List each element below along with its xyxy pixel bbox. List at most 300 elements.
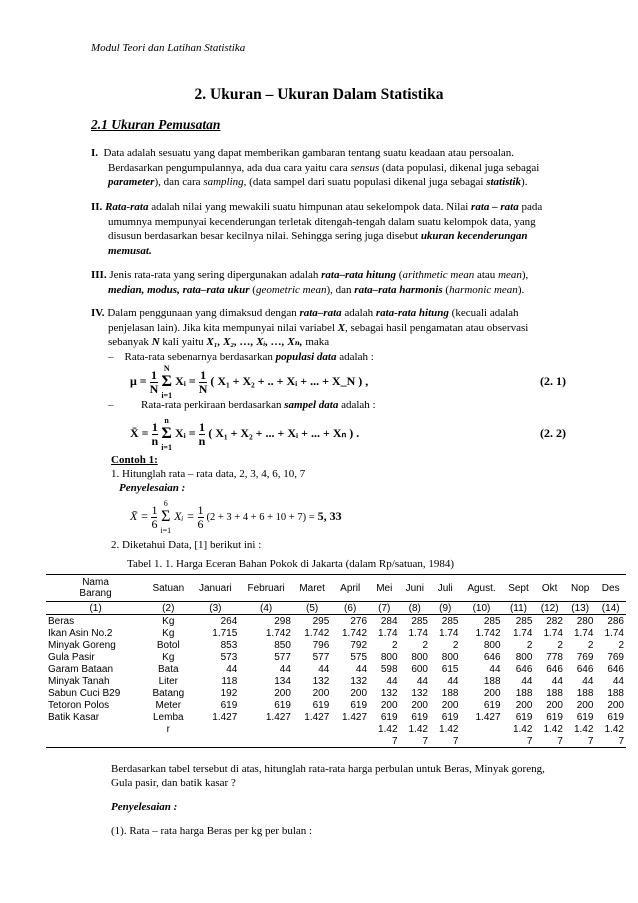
equation-sample-mean — [130, 414, 359, 454]
table-number-row — [46, 602, 626, 615]
fraction — [152, 421, 159, 448]
bullet: – — [108, 350, 114, 363]
price-cell: 619 — [576, 711, 594, 723]
price-cell: 44 — [521, 675, 533, 687]
price-cell: 7 — [526, 735, 533, 747]
text: statistik — [486, 176, 522, 188]
table-caption: Tabel 1. 1. Harga Eceran Bahan Pokok di Jakarta (dalam Rp/satuan, 1984) — [127, 558, 455, 570]
price-cell: 1.74 — [408, 627, 428, 639]
text: atau — [474, 269, 499, 281]
text: , sebagai hasil pengamatan atau observasi — [345, 321, 529, 334]
price-cell: 619 — [411, 711, 428, 723]
price-cell: 1.742 — [342, 627, 368, 639]
text: maka — [302, 336, 330, 348]
price-cell: 286 — [607, 615, 624, 627]
text: rata–rata harmonis — [354, 283, 443, 296]
price-cell: 132 — [380, 687, 398, 699]
text: adalah nilai yang mewakili suatu himpunan atau sekelompok data. Nilai — [148, 201, 472, 213]
text: , (data sampel dari suatu populasi dikenal juga sebagai — [243, 176, 487, 188]
price-cell: 575 — [350, 651, 368, 663]
price-cell: 7 — [391, 735, 398, 747]
price-cell: 800 — [411, 651, 428, 663]
example-block — [111, 453, 305, 495]
price-cell: 132 — [350, 675, 368, 687]
price-cell: 1.42 — [573, 723, 594, 735]
numerator: 1 — [198, 419, 205, 434]
unit-cell: Liter — [158, 675, 179, 687]
table-row — [46, 663, 626, 675]
price-cell: 1.427 — [265, 711, 291, 723]
text: harmonic mean — [449, 283, 518, 296]
item-name-cell: Batik Kasar — [48, 711, 100, 723]
price-cell — [191, 723, 239, 735]
price-cell: 619 — [274, 699, 291, 711]
table-row — [46, 651, 626, 663]
eq-lhs: μ = — [130, 373, 147, 388]
price-cell: 619 — [220, 699, 238, 711]
text: N — [151, 336, 160, 348]
price-cell: 1.42 — [512, 723, 533, 735]
table-row — [46, 711, 626, 723]
equation-number: (2. 1) — [540, 374, 566, 388]
price-cell: 285 — [441, 615, 459, 627]
chapter-title: 2. Ukuran – Ukuran Dalam Statistika — [194, 86, 444, 103]
price-cell: 1.74 — [573, 627, 594, 639]
column-header: Sept — [508, 582, 529, 594]
price-cell: 1.74 — [439, 627, 459, 639]
price-cell: 1.74 — [512, 627, 533, 639]
price-cell: 2 — [618, 639, 624, 651]
price-cell: 7 — [557, 735, 563, 747]
price-cell: 132 — [312, 675, 330, 687]
unit-cell: Lemba — [153, 711, 184, 723]
price-cell: 2 — [526, 639, 533, 651]
paragraph-3 — [91, 268, 586, 297]
column-header: April — [340, 582, 361, 594]
price-cell: 7 — [618, 735, 624, 747]
unit-cell: Kg — [162, 651, 175, 663]
sum-bottom: i=1 — [160, 526, 172, 535]
price-cell — [331, 723, 369, 735]
eq-rhs: (2 + 3 + 4 + 6 + 10 + 7) = — [206, 511, 315, 523]
price-cell — [293, 735, 331, 748]
text: Rata-rata — [105, 201, 149, 213]
price-cell: 44 — [416, 675, 428, 687]
eq-lhs: X̄ = — [130, 425, 149, 440]
text: rata – rata — [471, 201, 519, 213]
column-number: (9) — [439, 602, 452, 614]
item-name-cell — [46, 735, 145, 748]
text: ( — [442, 283, 450, 296]
price-cell: 44 — [318, 663, 330, 675]
price-cell: 619 — [312, 699, 330, 711]
unit-cell: Bata — [158, 663, 179, 675]
item-name-cell: Minyak Tanah — [48, 675, 110, 687]
price-cell: 646 — [607, 663, 624, 675]
equation-number: (2. 2) — [540, 426, 566, 440]
price-cell: 44 — [386, 675, 398, 687]
price-cell: 850 — [274, 639, 291, 651]
price-cell: 1.742 — [475, 627, 501, 639]
price-cell: 118 — [221, 675, 238, 687]
price-cell — [460, 723, 502, 735]
column-number: (12) — [540, 602, 559, 614]
text: kali yaitu — [159, 336, 207, 348]
unit-cell: Botol — [156, 639, 180, 651]
price-cell: 800 — [515, 651, 533, 663]
price-cell: 800 — [483, 639, 501, 651]
text: Rata-rata sebenarnya berdasarkan — [124, 350, 276, 363]
sum-symbol: n Σ i=1 — [161, 416, 172, 452]
price-cell: 188 — [546, 687, 563, 699]
numerator: 1 — [150, 367, 157, 382]
text: ). — [517, 283, 525, 296]
table-header-row — [46, 575, 626, 602]
price-cell: 295 — [312, 615, 330, 627]
fraction — [151, 504, 157, 531]
column-number: (8) — [408, 602, 421, 614]
price-cell: 44 — [447, 675, 459, 687]
section-title: 2.1 Ukuran Pemusatan — [91, 117, 221, 132]
column-number: (1) — [89, 602, 102, 614]
price-cell: 276 — [350, 615, 368, 627]
price-cell: 188 — [515, 687, 533, 699]
para-number: I. — [91, 147, 99, 159]
price-cell: 1.42 — [439, 723, 459, 735]
text: Jenis rata-rata yang sering dipergunakan adalah — [109, 269, 322, 281]
price-table — [46, 574, 626, 748]
price-cell: 285 — [483, 615, 501, 627]
eq-term: Xᵢ = — [174, 508, 195, 523]
price-cell: 188 — [441, 687, 459, 699]
text: Data adalah sesuatu yang dapat memberikan gambaran tentang suatu keadaan atau persoalan. — [103, 147, 515, 159]
text: rata–rata hitung — [321, 269, 397, 281]
text: (kecuali adalah — [448, 307, 519, 319]
column-number: (11) — [509, 602, 527, 614]
eq-term: Xᵢ = — [174, 425, 196, 440]
text: sampel data — [284, 399, 339, 411]
price-cell: 134 — [274, 675, 291, 687]
numerator: 1 — [197, 502, 204, 517]
text: ukuran kecenderungan — [420, 230, 528, 242]
para-number: II. — [91, 201, 103, 213]
text: arithmetic mean — [402, 269, 475, 281]
item-name-cell: Tetoron Polos — [48, 699, 110, 711]
text: rata–rata — [299, 307, 342, 319]
unit-cell: Kg — [162, 615, 175, 627]
price-cell: 769 — [576, 651, 594, 663]
fraction — [199, 369, 208, 396]
sum-symbol: 6 Σ i=1 — [160, 499, 172, 535]
column-header: Okt — [541, 582, 558, 594]
price-cell: 577 — [274, 651, 291, 663]
solution-label: Penyelesaian : — [119, 482, 186, 494]
item-name-cell: Garam Bataan — [48, 663, 114, 675]
price-cell: 188 — [576, 687, 594, 699]
text: adalah : — [338, 399, 376, 411]
column-header: Nama Barang — [79, 577, 112, 599]
price-cell: 200 — [576, 699, 594, 711]
text: Berdasarkan tabel tersebut di atas, hitunglah rata-rata harga perbulan untuk Beras, Minyak goreng, — [111, 763, 545, 775]
price-cell: 7 — [452, 735, 459, 747]
price-cell: 792 — [350, 639, 368, 651]
text: X₁, X₂, …, Xᵢ, …, Xₙ, — [206, 336, 303, 348]
price-cell: 200 — [515, 699, 533, 711]
sum-top: n — [164, 416, 169, 425]
price-cell: 200 — [411, 699, 428, 711]
price-cell: 7 — [422, 735, 428, 747]
price-cell — [331, 735, 369, 748]
text: geometric mean — [255, 283, 327, 296]
price-cell: 200 — [546, 699, 563, 711]
price-cell — [293, 723, 331, 735]
text: ), — [521, 269, 529, 281]
text: median, modus, rata–rata ukur — [108, 283, 250, 296]
price-cell: 1.427 — [304, 711, 330, 723]
unit-cell — [145, 735, 191, 748]
price-cell: 44 — [489, 663, 501, 675]
paragraph-2 — [91, 200, 586, 258]
text: parameter — [108, 176, 155, 188]
price-cell: 1.427 — [212, 711, 238, 723]
denominator: N — [198, 381, 208, 396]
denominator: 6 — [151, 516, 158, 531]
sum-top: 6 — [163, 499, 168, 508]
price-cell: 44 — [582, 675, 594, 687]
text: ). — [521, 176, 528, 188]
price-cell: 282 — [546, 615, 563, 627]
after-table-text — [111, 762, 591, 838]
text: (data populasi, dikenal juga sebagai — [379, 161, 540, 174]
table-row — [46, 735, 626, 748]
solution-label: Penyelesaian : — [111, 801, 178, 813]
table-row — [46, 699, 626, 711]
text: memusat. — [108, 244, 152, 257]
price-cell: 619 — [380, 711, 398, 723]
text: mean — [498, 269, 522, 281]
text: ), dan — [326, 283, 355, 296]
text: sensus — [350, 161, 380, 174]
equation-population-mean — [130, 362, 368, 402]
price-cell: 44 — [551, 675, 563, 687]
item-name-cell: Gula Pasir — [48, 651, 95, 663]
price-cell: 2 — [452, 639, 459, 651]
denominator: N — [149, 381, 159, 396]
column-header: Januari — [198, 582, 232, 594]
item-name-cell: Sabun Cuci B29 — [48, 687, 121, 699]
text: adalah — [341, 307, 376, 319]
price-cell: 619 — [483, 699, 501, 711]
example-question-2: 2. Diketahui Data, [1] berikut ini : — [111, 539, 262, 551]
eq-rhs: ( X₁ + X₂ + .. + Xᵢ + ... + X_N ) , — [210, 373, 369, 388]
text: Dalam penggunaan yang dimaksud dengan — [104, 307, 300, 319]
price-cell: 598 — [380, 663, 398, 675]
price-cell: 619 — [515, 711, 533, 723]
text: disusun berdasarkan besar kecilnya nilai. Sehingga sering juga disebut — [108, 230, 421, 242]
price-cell: 646 — [546, 663, 563, 675]
price-cell: 769 — [607, 651, 624, 663]
column-header: Juli — [437, 582, 453, 594]
column-header: Satuan — [152, 582, 185, 594]
price-cell: 1.42 — [543, 723, 563, 735]
price-cell: 619 — [350, 699, 368, 711]
price-cell: 646 — [515, 663, 533, 675]
text: sampling — [203, 176, 244, 188]
sum-top: N — [163, 364, 170, 373]
column-header: Nop — [570, 582, 590, 594]
price-cell: 800 — [380, 651, 398, 663]
price-cell: 800 — [441, 651, 459, 663]
price-cell: 188 — [483, 675, 501, 687]
paragraph-1 — [91, 146, 586, 190]
example-question: 1. Hitunglah rata – rata data, 2, 3, 4, 6, 10, 7 — [111, 468, 306, 480]
price-cell: 577 — [312, 651, 330, 663]
text: rata-rata hitung — [375, 307, 449, 319]
column-header: Maret — [299, 582, 325, 594]
table-row — [46, 615, 626, 628]
text: (1). Rata – rata harga Beras per kg per bulan : — [111, 825, 313, 837]
fraction — [150, 369, 159, 396]
column-number: (3) — [209, 602, 222, 614]
price-cell: 1.42 — [378, 723, 398, 735]
price-cell: 2 — [557, 639, 563, 651]
eq-lhs: X̄ = — [130, 508, 149, 523]
unit-cell: Meter — [155, 699, 182, 711]
text: sebanyak — [108, 336, 152, 348]
price-cell: 200 — [350, 687, 368, 699]
text: umumnya mempunyai kecenderungan terletak ditengah-tengah dalam suatu kelompok data, yang — [108, 215, 536, 228]
bullet: – — [108, 399, 114, 411]
price-cell: 600 — [411, 663, 428, 675]
price-cell: 284 — [380, 615, 398, 627]
price-cell: 200 — [380, 699, 398, 711]
price-cell: 200 — [312, 687, 330, 699]
price-cell: 298 — [274, 615, 291, 627]
price-cell: 200 — [483, 687, 501, 699]
price-cell: 619 — [441, 711, 459, 723]
eq-result: 5, 33 — [317, 508, 342, 523]
text: Gula pasir, dan batik kasar ? — [111, 777, 236, 789]
table-row — [46, 627, 626, 639]
price-cell: 1.42 — [408, 723, 428, 735]
price-cell: 646 — [576, 663, 594, 675]
price-cell: 280 — [576, 615, 594, 627]
para-number: IV. — [91, 307, 105, 319]
column-header: Juni — [405, 582, 424, 594]
price-cell: 264 — [220, 615, 238, 627]
page-header: Modul Teori dan Latihan Statistika — [91, 42, 246, 54]
price-cell — [460, 735, 502, 748]
price-cell: 200 — [274, 687, 291, 699]
column-header: Mei — [376, 582, 393, 594]
column-number: (13) — [571, 602, 590, 614]
price-cell: 44 — [226, 663, 238, 675]
table-row — [46, 687, 626, 699]
numerator: 1 — [151, 419, 158, 434]
table-row — [46, 723, 626, 735]
text: Rata-rata perkiraan berdasarkan — [141, 399, 285, 411]
eq-term: Xᵢ = — [175, 373, 196, 388]
price-cell: 1.74 — [543, 627, 563, 639]
text: adalah : — [336, 350, 374, 363]
price-cell: 646 — [483, 651, 501, 663]
text: ( — [396, 269, 403, 281]
unit-cell: Kg — [162, 627, 175, 639]
column-header: Des — [601, 582, 620, 594]
table-row — [46, 639, 626, 651]
price-cell: 1.742 — [265, 627, 291, 639]
price-cell: 619 — [546, 711, 563, 723]
price-cell: 796 — [312, 639, 330, 651]
price-cell: 200 — [441, 699, 459, 711]
numerator: 1 — [200, 367, 207, 382]
item-name-cell: Beras — [48, 615, 75, 627]
price-cell: 1.427 — [342, 711, 368, 723]
price-cell: 44 — [612, 675, 624, 687]
price-cell: 44 — [279, 663, 291, 675]
denominator: 6 — [197, 516, 204, 531]
price-cell — [239, 735, 293, 748]
price-cell: 2 — [422, 639, 428, 651]
table-body — [46, 615, 626, 748]
text: X — [337, 321, 346, 334]
unit-cell: Batang — [152, 687, 185, 699]
text: ( — [249, 283, 256, 296]
price-cell: 1.74 — [378, 627, 398, 639]
column-number: (14) — [601, 602, 620, 614]
price-cell — [239, 723, 293, 735]
text: penjelasan lain). Jika kita mempunyai nilai variabel — [108, 321, 338, 334]
price-cell: 192 — [220, 687, 238, 699]
column-number: (7) — [378, 602, 391, 614]
item-name-cell — [46, 723, 145, 735]
price-cell: 1.42 — [604, 723, 624, 735]
column-number: (2) — [162, 602, 175, 614]
paragraph-4 — [91, 306, 586, 364]
numerator: 1 — [151, 502, 158, 517]
bullet-sample — [91, 398, 586, 413]
example-label: Contoh 1: — [111, 454, 158, 466]
para-number: III. — [91, 269, 107, 281]
price-cell: 778 — [546, 651, 563, 663]
column-header: Agust. — [467, 582, 496, 594]
price-cell: 573 — [220, 651, 238, 663]
sum-bottom: i=1 — [161, 391, 173, 400]
fraction — [198, 504, 204, 531]
price-cell: 1.427 — [475, 711, 501, 723]
price-cell: 1.715 — [212, 627, 238, 639]
column-number: (10) — [472, 602, 491, 614]
text: pada — [518, 201, 543, 213]
sum-bottom: i=1 — [161, 443, 172, 452]
text: ), dan cara — [154, 176, 204, 188]
item-name-cell: Minyak Goreng — [48, 639, 116, 651]
price-cell: 1.74 — [604, 627, 624, 639]
price-cell: 2 — [587, 639, 594, 651]
denominator: n — [198, 433, 206, 448]
denominator: n — [151, 433, 159, 448]
price-cell: 7 — [587, 735, 594, 747]
price-cell: 615 — [441, 663, 459, 675]
price-cell — [191, 735, 239, 748]
price-cell: 285 — [411, 615, 428, 627]
unit-cell: r — [166, 723, 170, 735]
price-cell: 188 — [607, 687, 624, 699]
price-cell: 2 — [391, 639, 398, 651]
item-name-cell: Ikan Asin No.2 — [48, 627, 113, 639]
fraction — [199, 421, 206, 448]
price-cell: 44 — [355, 663, 368, 675]
